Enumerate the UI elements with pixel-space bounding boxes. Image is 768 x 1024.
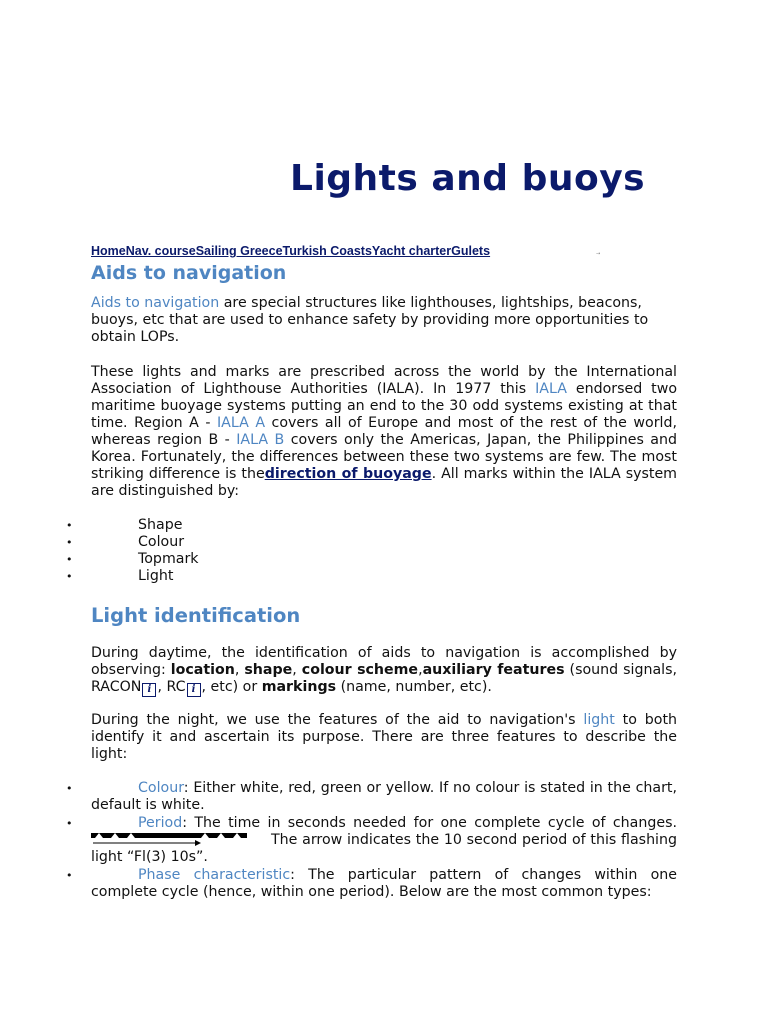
nav-link-yacht-charter[interactable]: Yacht charter — [371, 244, 452, 258]
text: , — [234, 662, 245, 678]
text: , — [418, 662, 423, 678]
text: covers all of Europe and most of the rest of the world, whereas region B - — [91, 415, 677, 448]
paragraph-iala — [91, 364, 677, 500]
page-title: Lights and buoys — [290, 158, 646, 199]
bullet-icon: • — [66, 817, 73, 830]
info-icon[interactable]: i — [142, 683, 156, 697]
nav-link-nav-course[interactable]: Nav. course — [125, 244, 196, 258]
section-heading-light-identification: Light identification — [91, 604, 301, 627]
list-item — [0, 551, 768, 568]
term-location: location — [170, 662, 235, 678]
text: : The particular pattern of changes within one complete cycle (hence, within one period). Below are the most common types: — [91, 867, 677, 900]
text: (sound signals, RACON — [91, 662, 678, 695]
list-item-text: Colour — [138, 534, 185, 550]
bullet-icon: • — [66, 869, 73, 882]
list-item-colour — [0, 780, 768, 814]
list-item-text: Shape — [138, 517, 183, 533]
list-item-phase — [0, 867, 768, 901]
term-period: Period — [138, 815, 183, 831]
list-item — [0, 568, 768, 585]
bullet-icon: • — [66, 536, 73, 549]
list-item-body — [91, 780, 677, 814]
text: : Either white, red, green or yellow. If no colour is stated in the chart, default is white. — [91, 780, 677, 813]
term-phase-characteristic: Phase characteristic — [138, 867, 291, 883]
breadcrumb-nav — [91, 244, 490, 258]
text: are special structures like lighthouses, lightships, beacons, buoys, etc that are used to enhance safety by providing more opportunities to obtain LOPs. — [91, 295, 649, 345]
nav-link-gulets[interactable]: Gulets — [451, 244, 491, 258]
list-item — [0, 534, 768, 551]
flash-period-diagram — [91, 833, 247, 846]
bullet-icon: • — [66, 570, 73, 583]
term-shape: shape — [244, 662, 293, 678]
list-mark-features — [0, 517, 768, 585]
text: . All marks within the IALA system are distinguished by: — [91, 466, 677, 499]
keyword-iala-a: IALA A — [217, 415, 266, 431]
link-direction-of-buoyage[interactable]: direction of buoyage — [264, 466, 432, 482]
info-icon[interactable]: i — [187, 683, 201, 697]
text: , — [292, 662, 302, 678]
section-heading-aids: Aids to navigation — [91, 262, 287, 284]
paragraph-daytime — [91, 645, 677, 697]
nav-link-sailing-greece[interactable]: Sailing Greece — [195, 244, 283, 258]
keyword-iala-b: IALA B — [236, 432, 285, 448]
term-auxiliary-features: auxiliary features — [422, 662, 565, 678]
list-light-features — [0, 780, 768, 902]
term-colour-scheme: colour scheme — [301, 662, 419, 678]
nav-link-home[interactable]: Home — [91, 244, 126, 258]
text: , etc) or — [201, 679, 262, 695]
text: : The time in seconds needed for one complete cycle of changes. — [182, 815, 677, 831]
list-item-text: Light — [138, 568, 174, 584]
text: endorsed two maritime buoyage systems putting an end to the 30 odd systems existing at that time. Region A - — [91, 381, 677, 431]
paragraph-aids-intro — [91, 295, 677, 346]
list-item-body — [91, 815, 677, 866]
tiny-arrow-icon: → — [596, 251, 601, 257]
paragraph-night — [91, 712, 677, 763]
nav-link-turkish-coasts[interactable]: Turkish Coasts — [282, 244, 372, 258]
keyword-iala: IALA — [535, 381, 567, 397]
bullet-icon: • — [66, 519, 73, 532]
text: These lights and marks are prescribed across the world by the International Association of Lighthouse Authorities (IALA). In 1977 this — [91, 364, 677, 397]
text: The arrow indicates the 10 second period of this flashing light “Fl(3) 10s”. — [91, 832, 677, 865]
text: , RC — [157, 679, 186, 695]
text: covers only the Americas, Japan, the Philippines and Korea. Fortunately, the differences between these two systems are few. The most striking difference is the — [91, 432, 677, 482]
bullet-icon: • — [66, 782, 73, 795]
keyword-aids: Aids to navigation — [91, 295, 220, 311]
list-item-body — [91, 867, 677, 901]
text: to both identify it and ascertain its purpose. There are three features to describe the light: — [91, 712, 677, 762]
list-item-period — [0, 815, 768, 866]
text: (name, number, etc). — [336, 679, 492, 695]
list-item — [0, 517, 768, 534]
keyword-light: light — [583, 712, 615, 728]
bullet-icon: • — [66, 553, 73, 566]
term-markings: markings — [261, 679, 337, 695]
text: During daytime, the identification of aids to navigation is accomplished by observing: — [91, 645, 677, 678]
list-item-text: Topmark — [138, 551, 199, 567]
term-colour: Colour — [138, 780, 184, 796]
text: During the night, we use the features of the aid to navigation's — [91, 712, 584, 728]
